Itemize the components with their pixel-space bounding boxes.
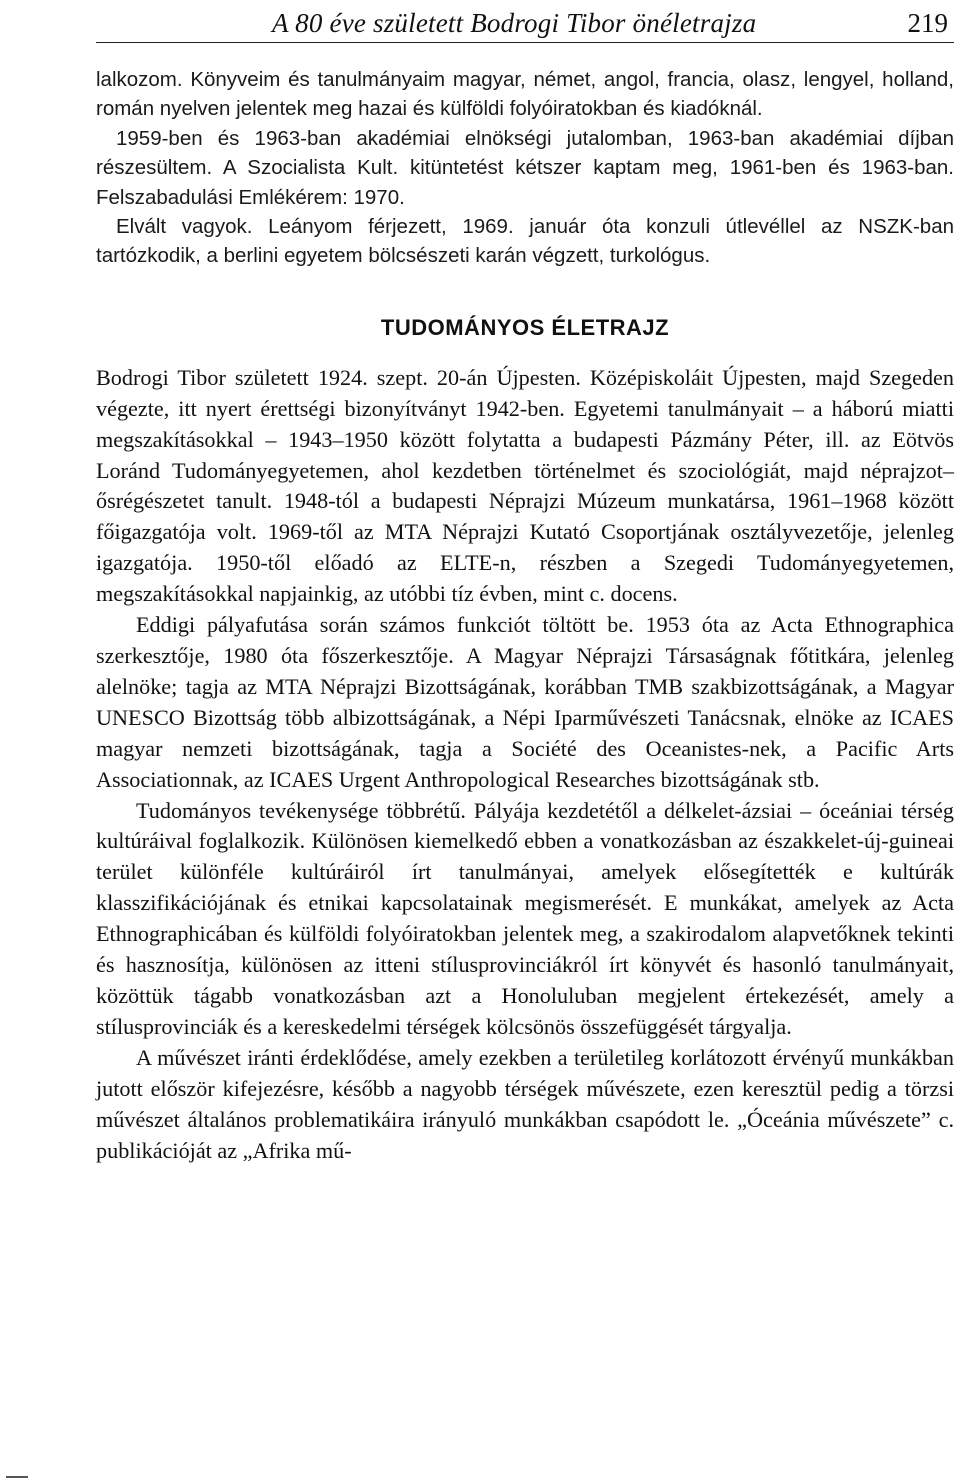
document-page	[96, 0, 954, 1166]
paragraph: 1959-ben és 1963-ban akadémiai elnökségi jutalomban, 1963-ban akadémiai díjban részesültem. A Szocialista Kult. kitüntetést kétszer kaptam meg, 1961-ben és 1963-ban. Felszabadulási Emlékérem: 1970.	[96, 126, 954, 209]
paragraph: A művészet iránti érdeklődése, amely ezekben a területileg korlátozott érvényű munkákban jutott először kifejezésre, később a nagyobb térségek művészete, ezen keresztül pedig a törzsi művészet általános problematikáira irányuló munkákban csapódott le. „Óceánia művészete” c. publikációját az „Afrika mű-	[96, 1044, 954, 1163]
main-text	[96, 363, 954, 1167]
paragraph: Bodrogi Tibor született 1924. szept. 20-án Újpesten. Középiskoláit Újpesten, majd Szegeden végezte, itt nyert érettségi bizonyítványt 1942-ben. Egyetemi tanulmányait – a háború miatti megszakításokkal – 1943–1950 között folytatta a budapesti Pázmány Péter, ill. az Eötvös Loránd Tudományegyetemen, ahol kezdetben történelmet és szociológiát, majd néprajzot–ősrégészetet tanult. 1948-tól a budapesti Néprajzi Múzeum munkatársa, 1961–1968 között főigazgatója volt. 1969-től az MTA Néprajzi Kutató Csoportjának osztályvezetője, jelenleg igazgatója. 1950-től előadó az ELTE-n, részben a Szegedi Tudományegyetemen, megszakításokkal napjainkig, az utóbbi tíz évben, mint c. docens.	[96, 364, 954, 607]
paragraph: lalkozom. Könyveim és tanulmányaim magyar, német, angol, francia, olasz, lengyel, holland, román nyelven jelentek meg hazai és külföldi folyóiratokban és kiadóknál.	[96, 68, 954, 121]
paragraph: Eddigi pályafutása során számos funkciót töltött be. 1953 óta az Acta Ethnographica szerkesztője, 1980 óta főszerkesztője. A Magyar Néprajzi Társaságnak főtitkára, jelenleg alelnöke; tagja az MTA Néprajzi Bizottságának, korábban TMB szakbizottságának, a Magyar UNESCO Bizottság több albizottságának, a Népi Iparművészeti Tanácsnak, elnöke az ICAES magyar nemzeti bizottságának, tagja a Société des Oceanistes-nek, a Pacific Arts Associationnak, az ICAES Urgent Anthropological Researches bizottságának stb.	[96, 612, 954, 792]
running-title: A 80 éve született Bodrogi Tibor önéletrajza	[272, 8, 757, 38]
page-header	[96, 4, 954, 43]
paragraph: Tudományos tevékenysége többrétű. Pályája kezdetétől a délkelet-ázsiai – óceániai térség kultúráival foglalkozik. Különösen kiemelkedő ebben a vonatkozásban az északkelet-új-guineai terület különféle kultúráiról írt tanulmányai, amelyek elősegítették e kultúrák klasszifikációjának és etnikai kapcsolatainak megismerését. E munkákat, amelyek az Acta Ethnographicában és külföldi folyóiratokban jelentek meg, a szakirodalom alapvetőknek tekinti és hasznosítja, különösen az itteni stílusprovinciákról írt könyvét és hasonló tanulmányait, közöttük tágabb vonatkozásban azt a Honoluluban megjelent értekezését, amely a stílusprovinciák és a kereskedelmi térségek kölcsönös összefüggését tárgyalja.	[96, 797, 954, 1039]
footer-mark	[6, 1476, 28, 1478]
page-number: 219	[907, 8, 948, 38]
top-section	[96, 65, 954, 271]
paragraph: Elvált vagyok. Leányom férjezett, 1969. január óta konzuli útlevéllel az NSZK-ban tartózkodik, a berlini egyetem bölcsészeti karán végzett, turkológus.	[96, 215, 954, 268]
section-heading: TUDOMÁNYOS ÉLETRAJZ	[380, 314, 670, 340]
